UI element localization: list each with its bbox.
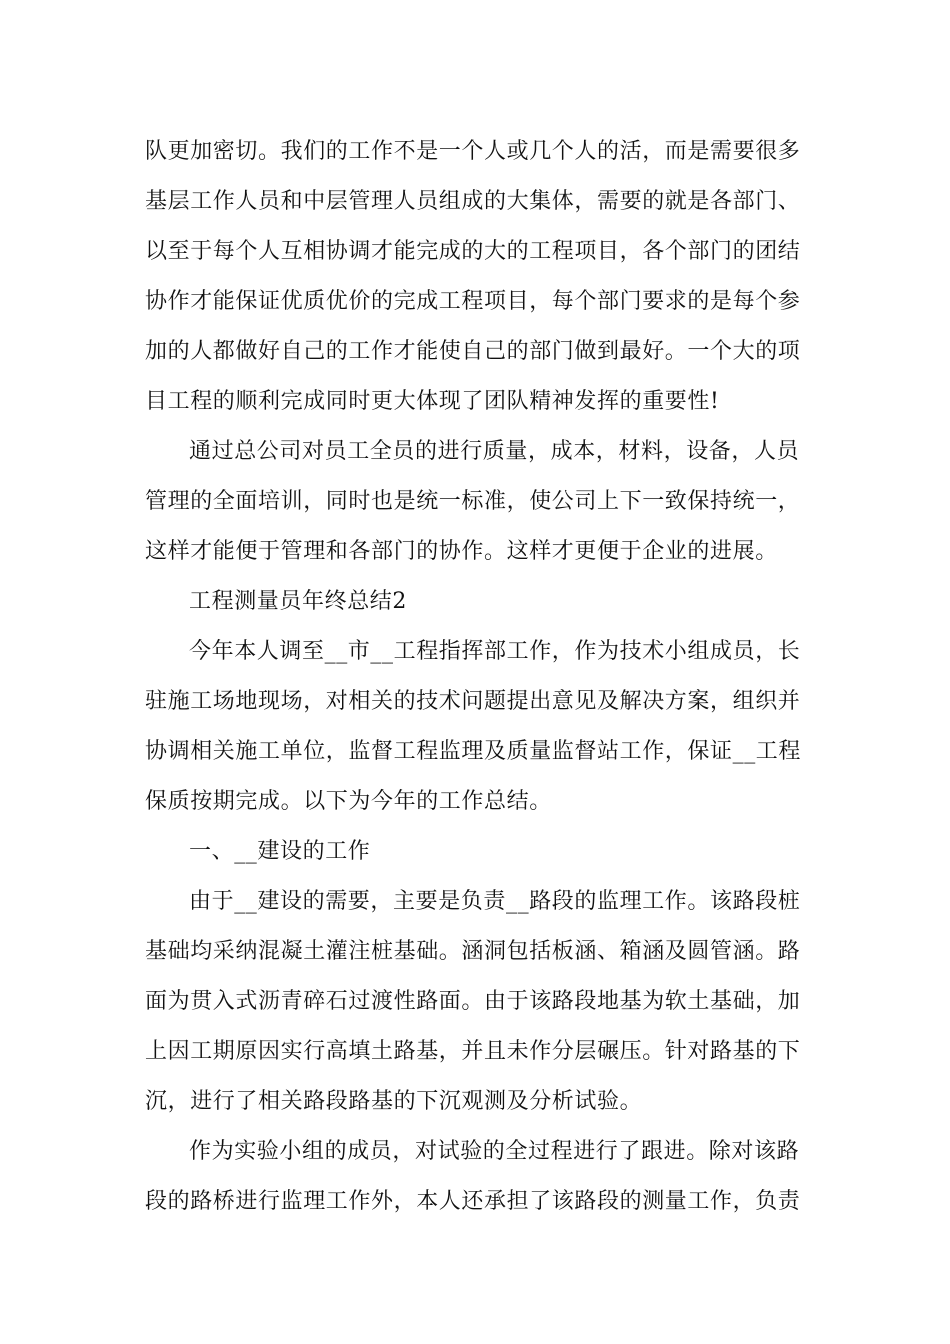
text-line: 作为实验小组的成员，对试验的全过程进行了跟进。除对该路 bbox=[189, 1139, 800, 1164]
text-line: 通过总公司对员工全员的进行质量，成本，材料，设备，人员 bbox=[189, 439, 800, 464]
text-line: 保质按期完成。以下为今年的工作总结。 bbox=[145, 789, 552, 814]
text-line: 协作才能保证优质优价的完成工程项目，每个部门要求的是每个参 bbox=[145, 289, 801, 314]
text-line: 以至于每个人互相协调才能完成的大的工程项目，各个部门的团结 bbox=[145, 239, 801, 264]
text-line: 上因工期原因实行高填土路基，并且未作分层碾压。针对路基的下 bbox=[145, 1039, 801, 1064]
text-line: 沉，进行了相关路段路基的下沉观测及分析试验。 bbox=[145, 1089, 643, 1114]
text-line: 由于__建设的需要，主要是负责__路段的监理工作。该路段桩 bbox=[189, 889, 801, 914]
text-line: 基础均采纳混凝土灌注桩基础。涵洞包括板涵、箱涵及圆管涵。路 bbox=[145, 939, 801, 964]
text-line: 基层工作人员和中层管理人员组成的大集体，需要的就是各部门、 bbox=[145, 189, 801, 214]
text-line: 驻施工场地现场，对相关的技术问题提出意见及解决方案，组织并 bbox=[145, 689, 801, 714]
text-line: 加的人都做好自己的工作才能使自己的部门做到最好。一个大的项 bbox=[145, 339, 801, 364]
text-line: 协调相关施工单位，监督工程监理及质量监督站工作，保证__工程 bbox=[145, 739, 802, 764]
text-line: 面为贯入式沥青碎石过渡性路面。由于该路段地基为软土基础，加 bbox=[145, 989, 801, 1014]
text-line: 这样才能便于管理和各部门的协作。这样才更便于企业的进展。 bbox=[145, 539, 778, 564]
text-line: 今年本人调至__市__工程指挥部工作，作为技术小组成员，长 bbox=[189, 639, 801, 664]
text-line: 管理的全面培训，同时也是统一标准，使公司上下一致保持统一， bbox=[145, 489, 801, 514]
section-heading: 一、__建设的工作 bbox=[189, 839, 371, 864]
text-line: 段的路桥进行监理工作外，本人还承担了该路段的测量工作，负责 bbox=[145, 1189, 801, 1214]
text-line: 队更加密切。我们的工作不是一个人或几个人的活，而是需要很多 bbox=[145, 139, 801, 164]
text-line: 目工程的顺利完成同时更大体现了团队精神发挥的重要性! bbox=[145, 389, 720, 414]
section-title: 工程测量员年终总结2 bbox=[189, 589, 407, 614]
